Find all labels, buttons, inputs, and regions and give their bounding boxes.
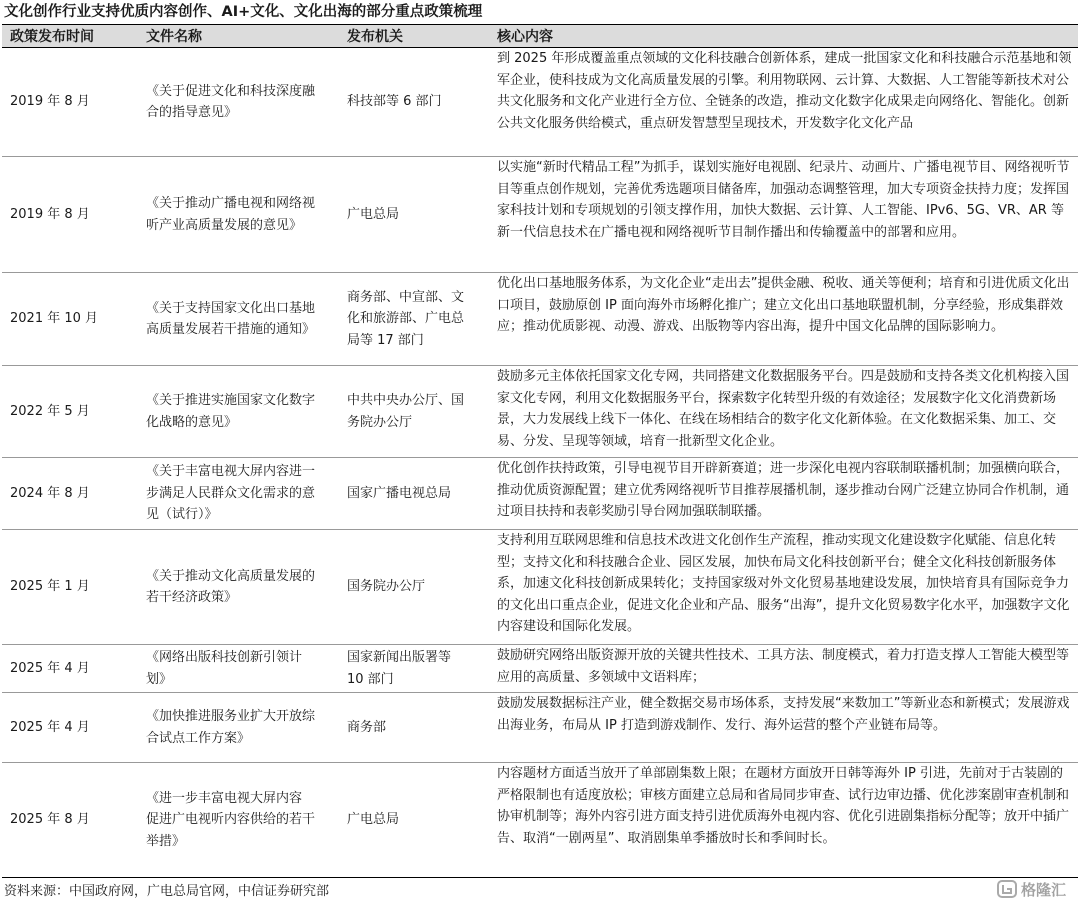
- cell-agency: 广电总局: [339, 157, 489, 273]
- watermark-logo-icon: [997, 880, 1017, 898]
- cell-doc: 《关于推动广播电视和网络视听产业高质量发展的意见》: [138, 157, 339, 273]
- cell-date: 2024 年 8 月: [2, 458, 138, 530]
- cell-content: 鼓励发展数据标注产业，健全数据交易市场体系，支持发展“来数加工”等新业态和新模式；发展游戏出海业务，布局从 IP 打造到游戏制作、发行、海外运营的整个产业链布局等。: [489, 693, 1078, 763]
- source-note: 资料来源：中国政府网，广电总局官网，中信证券研究部: [4, 884, 330, 899]
- page-title: 文化创作行业支持优质内容创作、AI+文化、文化出海的部分重点政策梳理: [4, 4, 483, 20]
- cell-doc: 《关于丰富电视大屏内容进一步满足人民群众文化需求的意见（试行）》: [138, 458, 339, 530]
- cell-doc: 《关于支持国家文化出口基地高质量发展若干措施的通知》: [138, 273, 339, 366]
- cell-content: 优化出口基地服务体系，为文化企业“走出去”提供金融、税收、通关等便利；培育和引进优质文化出口项目，鼓励原创 IP 面向海外市场孵化推广；建立文化出口基地联盟机制，分享经验，形成集群效应；推动优质影视、动漫、游戏、出版物等内容出海，提升中国文化品牌的国际影响力。: [489, 273, 1078, 366]
- policy-table: [2, 24, 1078, 878]
- cell-content: 鼓励研究网络出版资源开放的关键共性技术、工具方法、制度模式，着力打造支撑人工智能大模型等应用的高质量、多领域中文语料库；: [489, 645, 1078, 693]
- cell-date: 2025 年 4 月: [2, 645, 138, 693]
- header-agency: 发布机关: [339, 25, 489, 48]
- cell-date: 2019 年 8 月: [2, 157, 138, 273]
- cell-content: 到 2025 年形成覆盖重点领域的文化科技融合创新体系，建成一批国家文化和科技融合示范基地和领军企业，使科技成为文化高质量发展的引擎。利用物联网、云计算、大数据、人工智能等新技术对公共文化服务和文化产业进行全方位、全链条的改造，推动文化数字化成果走向网络化、智能化。创新公共文化服务供给模式，重点研发智慧型呈现技术，开发数字化文化产品: [489, 48, 1078, 157]
- table-row: [2, 48, 1078, 157]
- cell-date: 2025 年 4 月: [2, 693, 138, 763]
- cell-agency: 商务部: [339, 693, 489, 763]
- cell-doc: 《网络出版科技创新引领计划》: [138, 645, 339, 693]
- cell-content: 以实施“新时代精品工程”为抓手，谋划实施好电视剧、纪录片、动画片、广播电视节目、网络视听节目等重点创作规划，完善优秀选题项目储备库，加强动态调整管理，加大专项资金扶持力度；发挥国家科技计划和专项规划的引领支撑作用，加快大数据、云计算、人工智能、IPv6、5G、VR、AR 等新一代信息技术在广播电视和网络视听节目制作播出和传输覆盖中的部署和应用。: [489, 157, 1078, 273]
- table-row: [2, 645, 1078, 693]
- cell-content: 鼓励多元主体依托国家文化专网，共同搭建文化数据服务平台。四是鼓励和支持各类文化机构接入国家文化专网，利用文化数据服务平台，探索数字化转型升级的有效途径；发展数字化文化消费新场景，大力发展线上线下一体化、在线在场相结合的数字化文化新体验。在文化数据采集、加工、交易、分发、呈现等领域，培育一批新型文化企业。: [489, 366, 1078, 458]
- table-row: [2, 693, 1078, 763]
- cell-date: 2021 年 10 月: [2, 273, 138, 366]
- table-row: [2, 157, 1078, 273]
- cell-agency: 国务院办公厅: [339, 530, 489, 645]
- cell-doc: 《加快推进服务业扩大开放综合试点工作方案》: [138, 693, 339, 763]
- cell-date: 2025 年 1 月: [2, 530, 138, 645]
- cell-content: 支持利用互联网思维和信息技术改进文化创作生产流程，推动实现文化建设数字化赋能、信息化转型；支持文化和科技融合企业、园区发展，加快布局文化科技创新平台；健全文化科技创新服务体系，加速文化科技创新成果转化；支持国家级对外文化贸易基地建设发展，加快培育具有国际竞争力的文化出口重点企业，促进文化企业和产品、服务“出海”，提升文化贸易数字化水平，加强数字文化内容建设和国际化发展。: [489, 530, 1078, 645]
- watermark-text: 格隆汇: [1020, 880, 1066, 899]
- cell-agency: 国家新闻出版署等 10 部门: [339, 645, 489, 693]
- table-row: [2, 530, 1078, 645]
- table-row: [2, 273, 1078, 366]
- cell-date: 2022 年 5 月: [2, 366, 138, 458]
- cell-doc: 《关于促进文化和科技深度融合的指导意见》: [138, 48, 339, 157]
- cell-doc: 《关于推进实施国家文化数字化战略的意见》: [138, 366, 339, 458]
- cell-content: 优化创作扶持政策，引导电视节目开辟新赛道；进一步深化电视内容联制联播机制；加强横向联合，推动优质资源配置；建立优秀网络视听节目推荐展播机制，逐步推动台网广泛建立协同合作机制，通过项目扶持和表彰奖励引导台网加强联制联播。: [489, 458, 1078, 530]
- header-content: 核心内容: [489, 25, 1078, 48]
- table-row: [2, 763, 1078, 878]
- cell-doc: 《进一步丰富电视大屏内容 促进广电视听内容供给的若干举措》: [138, 763, 339, 878]
- cell-agency: 科技部等 6 部门: [339, 48, 489, 157]
- header-doc: 文件名称: [138, 25, 339, 48]
- header-date: 政策发布时间: [2, 25, 138, 48]
- table-header-row: [2, 25, 1078, 48]
- cell-date: 2019 年 8 月: [2, 48, 138, 157]
- watermark: [997, 878, 1066, 900]
- cell-agency: 中共中央办公厅、国务院办公厅: [339, 366, 489, 458]
- cell-agency: 商务部、中宣部、文化和旅游部、广电总局等 17 部门: [339, 273, 489, 366]
- cell-agency: 广电总局: [339, 763, 489, 878]
- table-row: [2, 458, 1078, 530]
- cell-agency: 国家广播电视总局: [339, 458, 489, 530]
- table-row: [2, 366, 1078, 458]
- cell-content: 内容题材方面适当放开了单部剧集数上限；在题材方面放开日韩等海外 IP 引进，先前对于古装剧的严格限制也有适度放松；审核方面建立总局和省局同步审查、试行边审边播、优化涉案剧审查机制和协审机制等；海外内容引进方面支持引进优质海外电视内容、优化引进剧集指标分配等；放开中插广告、取消“一剧两星”、取消剧集单季播放时长和季间时长。: [489, 763, 1078, 878]
- cell-date: 2025 年 8 月: [2, 763, 138, 878]
- cell-doc: 《关于推动文化高质量发展的若干经济政策》: [138, 530, 339, 645]
